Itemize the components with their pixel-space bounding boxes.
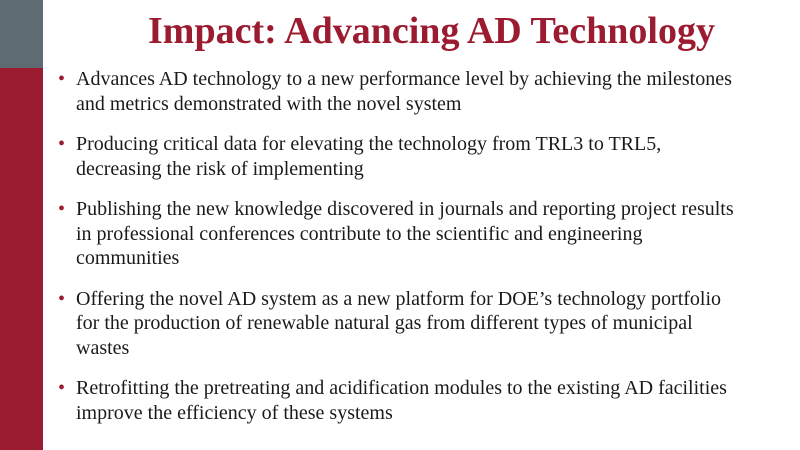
bullet-item [58, 287, 748, 361]
bullet-list [58, 67, 748, 441]
bullet-item [58, 197, 748, 271]
bullet-item [58, 67, 748, 116]
bullet-marker: • [58, 198, 66, 220]
bullet-text: Publishing the new knowledge discovered in journals and reporting project results in professional conferences contribute to the scientific and engineering communities [76, 198, 734, 269]
bullet-item [58, 132, 748, 181]
bullet-item [58, 376, 748, 425]
sidebar-accent-gray [0, 0, 43, 68]
bullet-marker: • [58, 133, 66, 155]
sidebar-accent-red [0, 68, 43, 450]
bullet-marker: • [58, 68, 66, 90]
bullet-marker: • [58, 377, 66, 399]
bullet-marker: • [58, 287, 66, 310]
bullet-text: Offering the novel AD system as a new platform for DOE’s technology portfolio for the production of renewable natural gas from different types of municipal wastes [76, 287, 722, 359]
bullet-text: Producing critical data for elevating the technology from TRL3 to TRL5, decreasing the risk of implementing [76, 133, 662, 180]
bullet-text: Advances AD technology to a new performance level by achieving the milestones and metrics demonstrated with the novel system [76, 68, 732, 115]
bullet-text: Retrofitting the pretreating and acidification modules to the existing AD facilities improve the efficiency of these systems [76, 377, 727, 424]
slide-title: Impact: Advancing AD Technology [148, 10, 715, 52]
